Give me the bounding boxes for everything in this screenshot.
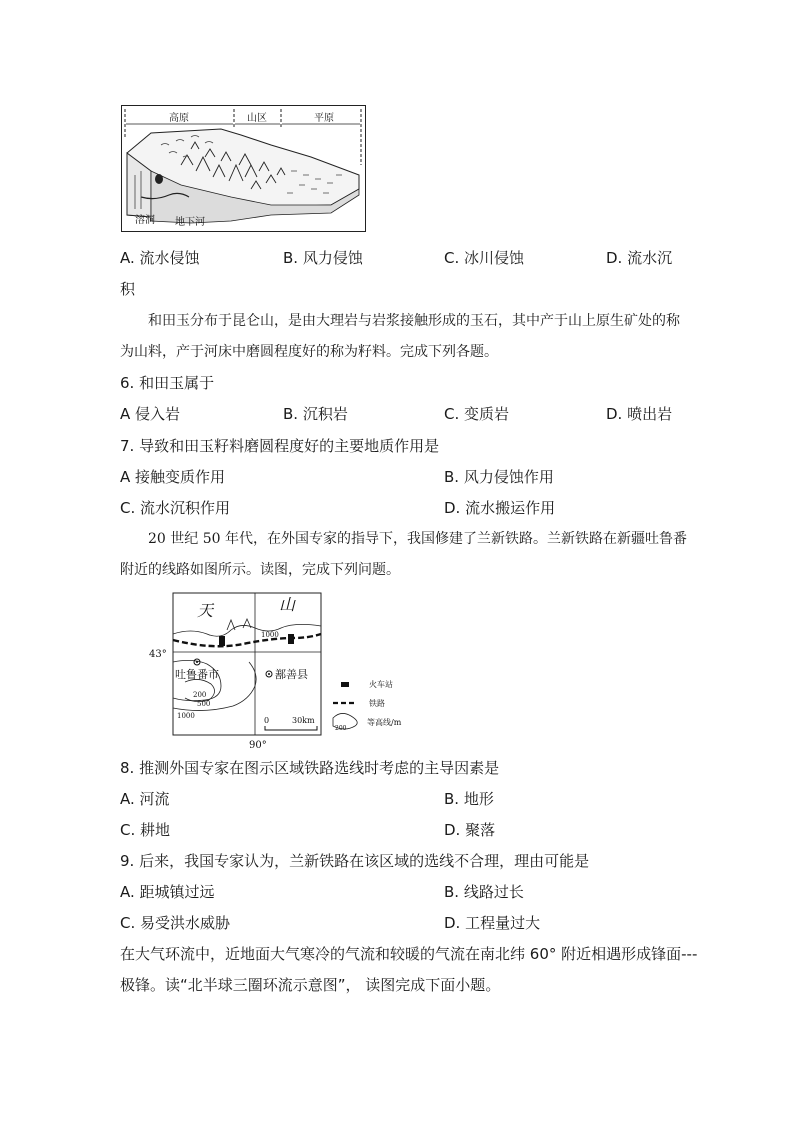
q9-option-b: B. 线路过长 [444,883,524,901]
map-lon-90: 90° [249,740,267,751]
map-scale-label: 30km [292,716,315,725]
map-station-2 [288,634,294,644]
q9-option-c: C. 易受洪水威胁 [120,914,231,932]
passage-polar-front-line2: 极锋。读“北半球三圈环流示意图”， 读图完成下面小题。 [120,976,501,994]
q5-option-d-wrap: 积 [120,280,136,298]
map-label-shan: 山 [279,595,296,614]
q6-option-d: D. 喷出岩 [606,405,673,423]
label-plateau: 高原 [169,113,189,124]
map-contour-500: 500 [197,700,211,708]
q6-option-c: C. 变质岩 [444,405,510,423]
q7-stem: 7. 导致和田玉籽料磨圆程度好的主要地质作用是 [120,437,440,455]
passage-polar-front-line1: 在大气环流中，近地面大气寒冷的气流和较暖的气流在南北纬 60° 附近相遇形成锋面--- [120,945,698,963]
map-county-shanshan: 鄯善县 [275,668,308,681]
map-station-1 [219,636,225,646]
q5-option-b: B. 风力侵蚀 [283,249,363,267]
label-mountain: 山区 [247,113,267,124]
passage-lanxin-railway-line2: 附近的线路如图所示。读图，完成下列问题。 [120,562,400,578]
landform-block-diagram [121,105,367,233]
map-contour-1000-bottom: 1000 [177,712,195,720]
q6-option-a: A 侵入岩 [120,405,181,423]
q7-option-b: B. 风力侵蚀作用 [444,468,554,486]
map-scale-zero: 0 [264,716,270,725]
q5-option-a: A. 流水侵蚀 [120,249,200,267]
map-label-tian: 天 [197,601,214,620]
q6-option-b: B. 沉积岩 [283,405,348,423]
passage-hetian-jade-line1: 和田玉分布于昆仑山，是由大理岩与岩浆接触形成的玉石，其中产于山上原生矿处的称 [148,313,680,329]
q7-option-d: D. 流水搬运作用 [444,499,556,517]
label-cave: 溶洞 [135,215,155,226]
legend-station-symbol [341,682,349,687]
q8-stem: 8. 推测外国专家在图示区域铁路选线时考虑的主导因素是 [120,759,500,777]
q9-option-d: D. 工程量过大 [444,914,541,932]
railway-map [145,590,435,752]
q8-option-c: C. 耕地 [120,821,171,839]
map-lat-43: 43° [149,649,167,660]
q9-option-a: A. 距城镇过远 [120,883,215,901]
legend-contour-value: 200 [335,725,347,732]
map-city-turpan: 吐鲁番市 [175,668,219,681]
legend-station-label: 火车站 [369,680,393,689]
q7-option-c: C. 流水沉积作用 [120,499,231,517]
q8-option-d: D. 聚落 [444,821,496,839]
label-plain: 平原 [314,113,334,124]
legend-contour-label: 等高线/m [367,718,402,727]
passage-lanxin-railway-line1: 20 世纪 50 年代，在外国专家的指导下，我国修建了兰新铁路。兰新铁路在新疆吐鲁番 [148,531,687,547]
q6-stem: 6. 和田玉属于 [120,374,215,392]
q8-option-b: B. 地形 [444,790,494,808]
q5-option-d: D. 流水沉 [606,249,673,267]
passage-hetian-jade-line2: 为山料，产于河床中磨圆程度好的称为籽料。完成下列各题。 [120,344,498,360]
q9-stem: 9. 后来，我国专家认为，兰新铁路在该区域的选线不合理，理由可能是 [120,852,590,870]
q5-option-c: C. 冰川侵蚀 [444,249,525,267]
label-underground-river: 地下河 [175,217,205,228]
q7-option-a: A 接触变质作用 [120,468,226,486]
map-contour-1000-top: 1000 [261,631,279,639]
legend-railway-label: 铁路 [369,699,385,708]
q8-option-a: A. 河流 [120,790,170,808]
map-contour-200: 200 [193,691,207,699]
